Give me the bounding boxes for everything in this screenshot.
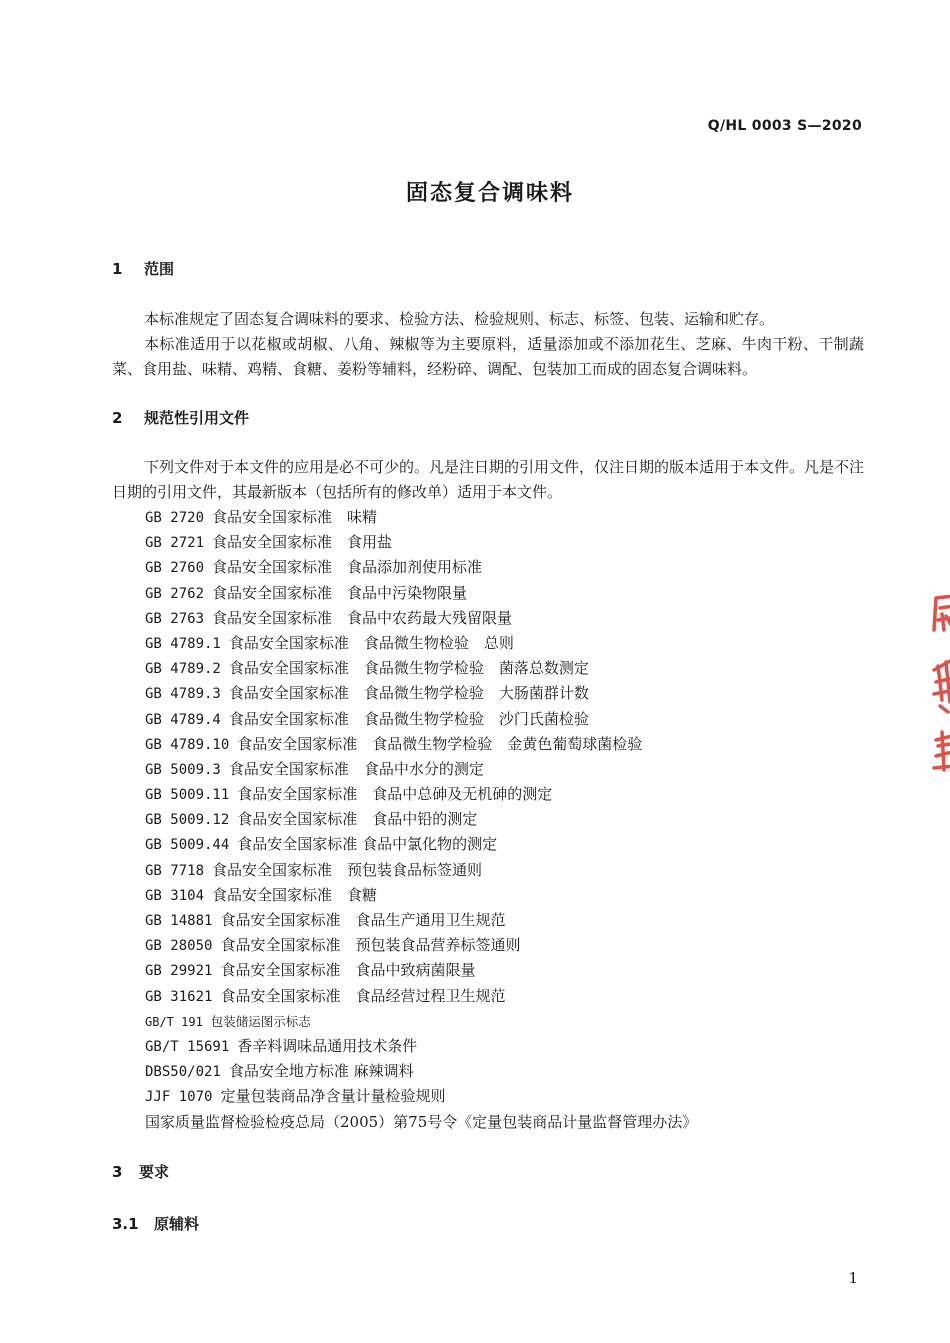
reference-code: GB 5009.12 — [145, 812, 230, 829]
document-title: 固态复合调味料 — [405, 181, 574, 206]
reference-title: 食品安全国家标准 食品微生物检验 总则 — [228, 633, 514, 652]
section-title: 原辅料 — [154, 1215, 200, 1233]
reference-item — [145, 681, 697, 706]
section-2-heading — [112, 407, 249, 428]
reference-code: GB 3104 — [145, 887, 205, 904]
section-number: 3 — [112, 1163, 123, 1181]
reference-title: 食品安全国家标准 食品微生物学检验 大肠菌群计数 — [228, 684, 589, 703]
reference-title: 食品安全国家标准 食糖 — [212, 885, 378, 904]
reference-code: GB 7718 — [145, 862, 205, 879]
scope-paragraph-2: 本标准适用于以花椒或胡椒、八角、辣椒等为主要原料，适量添加或不添加花生、芝麻、牛肉干粉、干制蔬菜、食用盐、味精、鸡精、食糖、姜粉等辅料，经粉碎、调配、包装加工而成的固态复合调味料。 — [112, 335, 864, 378]
section-number: 3.1 — [112, 1215, 139, 1233]
references-intro: 下列文件对于本文件的应用是必不可少的。凡是注日期的引用文件，仅注日期的版本适用于本文件。凡是不注日期的引用文件，其最新版本（包括所有的修改单）适用于本文件。 — [112, 458, 865, 501]
reference-code: JJF 1070 — [145, 1089, 213, 1106]
reference-code: GB 4789.10 — [145, 736, 230, 753]
reference-code: GB/T 191 — [145, 1014, 203, 1029]
reference-item — [145, 555, 697, 580]
reference-item — [145, 832, 697, 857]
reference-item — [145, 656, 697, 681]
reference-item — [145, 1059, 697, 1084]
reference-title: 香辛料调味品通用技术条件 — [237, 1036, 418, 1055]
reference-title: 食品安全地方标准 麻辣调料 — [228, 1062, 414, 1081]
reference-item — [145, 631, 697, 656]
reference-item — [145, 984, 697, 1009]
reference-item — [145, 505, 697, 530]
reference-title: 食品安全国家标准 食品中氯化物的测定 — [237, 835, 498, 854]
reference-code: GB 2721 — [145, 535, 205, 552]
reference-code: GB 4789.1 — [145, 635, 221, 652]
reference-code: GB 4789.4 — [145, 711, 221, 728]
reference-item — [145, 1034, 697, 1059]
reference-code: GB 28050 — [145, 938, 213, 955]
red-seal-stamp — [928, 590, 950, 780]
reference-code: GB 31621 — [145, 988, 213, 1005]
reference-title: 食品安全国家标准 食品添加剂使用标准 — [212, 558, 483, 577]
section-title: 要求 — [139, 1163, 170, 1181]
reference-title: 包装储运图示标志 — [210, 1013, 311, 1029]
reference-title: 食品安全国家标准 食品微生物学检验 菌落总数测定 — [228, 659, 589, 678]
reference-item — [145, 807, 697, 832]
section-number: 2 — [112, 409, 123, 427]
reference-code: GB 5009.44 — [145, 837, 230, 854]
page-number: 1 — [848, 1269, 858, 1287]
reference-item — [145, 530, 697, 555]
reference-title: 食品安全国家标准 食品生产通用卫生规范 — [220, 911, 506, 929]
reference-item — [145, 757, 697, 782]
section-title: 规范性引用文件 — [144, 409, 250, 427]
reference-item — [145, 908, 697, 933]
reference-title: 食品安全国家标准 食品中铅的测定 — [237, 810, 478, 829]
scope-paragraph-1: 本标准规定了固态复合调味料的要求、检验方法、检验规则、标志、标签、包装、运输和贮存。 — [144, 310, 775, 328]
section-3-heading — [112, 1161, 169, 1182]
document-code: Q/HL 0003 S—2020 — [707, 118, 862, 134]
reference-code: GB 2760 — [145, 560, 205, 577]
reference-item — [145, 606, 697, 631]
reference-code: GB 4789.2 — [145, 661, 221, 678]
reference-title: 食品安全国家标准 食用盐 — [212, 533, 393, 552]
reference-title: 食品安全国家标准 食品中水分的测定 — [228, 759, 484, 778]
reference-item — [145, 858, 697, 883]
reference-item — [145, 883, 697, 908]
reference-title: 食品安全国家标准 预包装食品标签通则 — [212, 860, 483, 879]
reference-item — [145, 782, 697, 807]
reference-title: 食品安全国家标准 食品微生物学检验 沙门氏菌检验 — [228, 709, 589, 728]
section-number: 1 — [112, 260, 123, 278]
reference-title: 食品安全国家标准 食品中农药最大残留限量 — [212, 608, 513, 627]
reference-title: 食品安全国家标准 食品中致病菌限量 — [220, 961, 476, 980]
reference-list — [145, 505, 697, 1135]
reference-code: GB 14881 — [145, 913, 213, 929]
section-title: 范围 — [144, 260, 175, 278]
reference-item — [145, 933, 697, 958]
reference-title: 食品安全国家标准 预包装食品营养标签通则 — [220, 936, 521, 955]
reference-title: 定量包装商品净含量计量检验规则 — [220, 1087, 446, 1106]
reference-code: DBS50/021 — [145, 1064, 221, 1081]
reference-item — [145, 732, 697, 757]
reference-item — [145, 1009, 697, 1034]
reference-code: GB 5009.3 — [145, 761, 221, 778]
section-3-1-heading — [112, 1213, 199, 1234]
reference-title: 食品安全国家标准 食品中污染物限量 — [212, 583, 468, 602]
reference-code: GB 5009.11 — [145, 787, 230, 804]
reference-title: 食品安全国家标准 食品微生物学检验 金黄色葡萄球菌检验 — [237, 734, 643, 753]
reference-item — [145, 958, 697, 983]
reference-code: GB/T 15691 — [145, 1038, 230, 1055]
reference-code: GB 29921 — [145, 963, 213, 980]
section-1-heading — [112, 258, 174, 279]
reference-item — [145, 1110, 697, 1135]
reference-code: GB 2720 — [145, 510, 205, 526]
reference-item — [145, 707, 697, 732]
reference-code: GB 2762 — [145, 585, 205, 602]
reference-title: 食品安全国家标准 味精 — [212, 508, 378, 526]
reference-item — [145, 1084, 697, 1109]
reference-title: 食品安全国家标准 食品经营过程卫生规范 — [220, 986, 506, 1005]
reference-item — [145, 581, 697, 606]
reference-title: 食品安全国家标准 食品中总砷及无机砷的测定 — [237, 785, 553, 804]
reference-code: GB 4789.3 — [145, 686, 221, 703]
reference-title: 国家质量监督检验检疫总局（2005）第75号令《定量包装商品计量监督管理办法》 — [145, 1112, 698, 1131]
reference-code: GB 2763 — [145, 610, 205, 627]
